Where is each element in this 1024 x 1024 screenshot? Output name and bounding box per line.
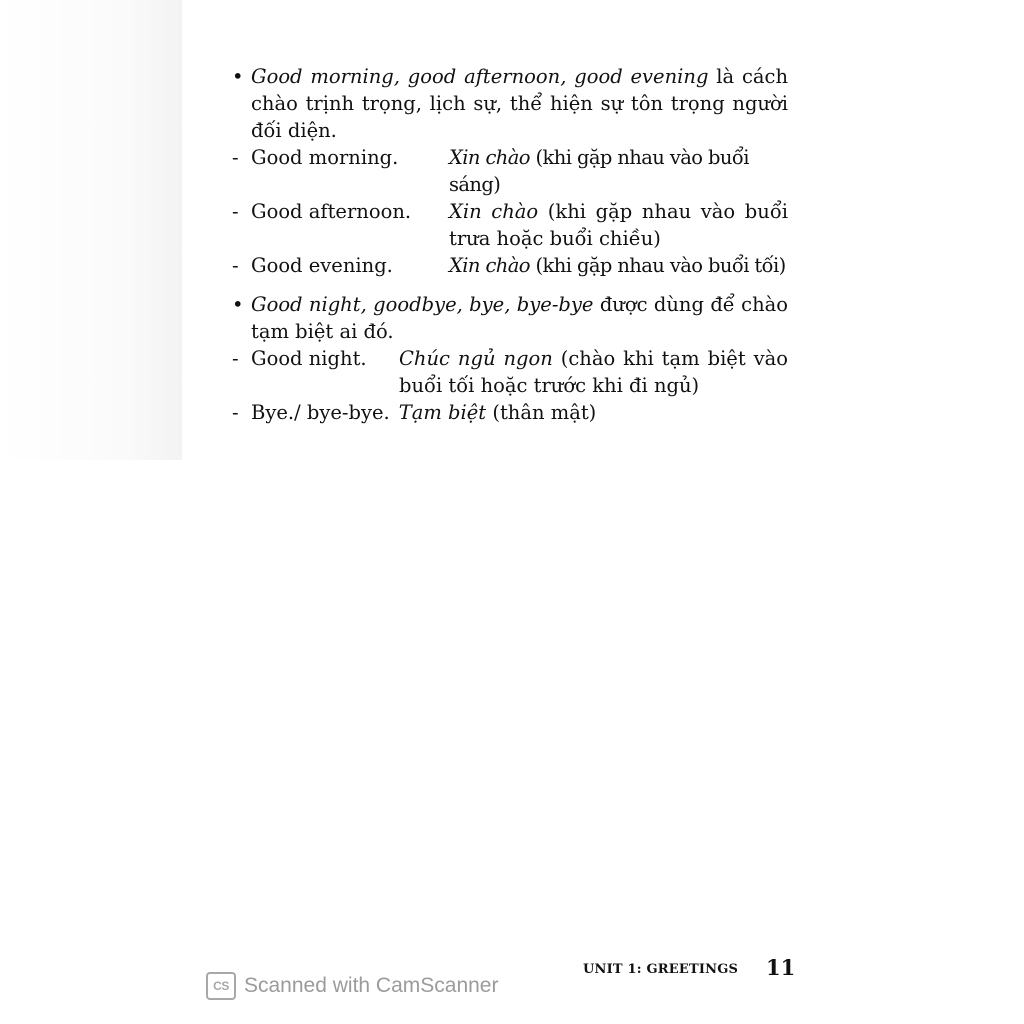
bullet-description: được dùng để chào tạm biệt ai đó. (251, 293, 789, 343)
entry-phrase: Good afternoon. (251, 200, 412, 223)
page-edge-shadow (0, 0, 182, 460)
camscanner-watermark (206, 972, 498, 1000)
entry-phrase: Bye./ bye-bye. (251, 401, 390, 424)
bullet-formal-greetings (232, 63, 788, 144)
entry-meaning-italic: Xin chào (449, 200, 539, 223)
running-footer-title: UNIT 1: GREETINGS (583, 962, 739, 977)
entry-good-afternoon (232, 198, 788, 252)
entry-meaning-note: (chào khi tạm biệt vào buổi tối hoặc trước khi đi ngủ) (399, 347, 789, 397)
entry-dash: - (232, 200, 239, 223)
entry-meaning (399, 399, 788, 426)
entry-dash: - (232, 146, 239, 169)
entry-meaning-note: (khi gặp nhau vào buổi sáng) (449, 146, 749, 196)
entry-meaning-italic: Xin chào (449, 146, 530, 169)
entry-meaning-italic: Chúc ngủ ngon (399, 347, 553, 370)
page-content (232, 63, 788, 426)
bullet-icon: • (232, 293, 244, 316)
entry-meaning (449, 252, 788, 279)
entry-meaning-italic: Tạm biệt (398, 401, 487, 424)
bullet-farewells (232, 291, 788, 345)
watermark-text: Scanned with CamScanner (244, 974, 499, 997)
entry-phrase: Good evening. (251, 254, 393, 277)
entry-meaning-note: (thân mật) (486, 401, 597, 424)
entry-dash: - (232, 347, 239, 370)
camscanner-logo-icon: CS (206, 972, 236, 1000)
bullet-lead-phrase: Good morning, good afternoon, good evening (251, 65, 709, 88)
entry-good-morning (232, 144, 788, 198)
entry-meaning (449, 198, 788, 252)
entry-phrase: Good morning. (251, 146, 399, 169)
bullet-icon: • (232, 65, 244, 88)
entry-good-evening (232, 252, 788, 279)
entry-meaning-italic: Xin chào (449, 254, 530, 277)
entry-phrase: Good night. (251, 347, 367, 370)
bullet-lead-phrase: Good night, goodbye, bye, bye-bye (251, 293, 594, 316)
entry-dash: - (232, 254, 239, 277)
entry-bye (232, 399, 788, 426)
entry-good-night (232, 345, 788, 399)
entry-meaning-note: (khi gặp nhau vào buổi tối) (529, 254, 786, 277)
bullet-description: là cách chào trịnh trọng, lịch sự, thể hiện sự tôn trọng người đối diện. (251, 65, 789, 142)
page-number: 11 (766, 955, 796, 980)
entry-meaning (399, 345, 788, 399)
entry-meaning-note: (khi gặp nhau vào buổi trưa hoặc buổi chiều) (449, 200, 788, 250)
entry-dash: - (232, 401, 239, 424)
entry-meaning (449, 144, 788, 198)
